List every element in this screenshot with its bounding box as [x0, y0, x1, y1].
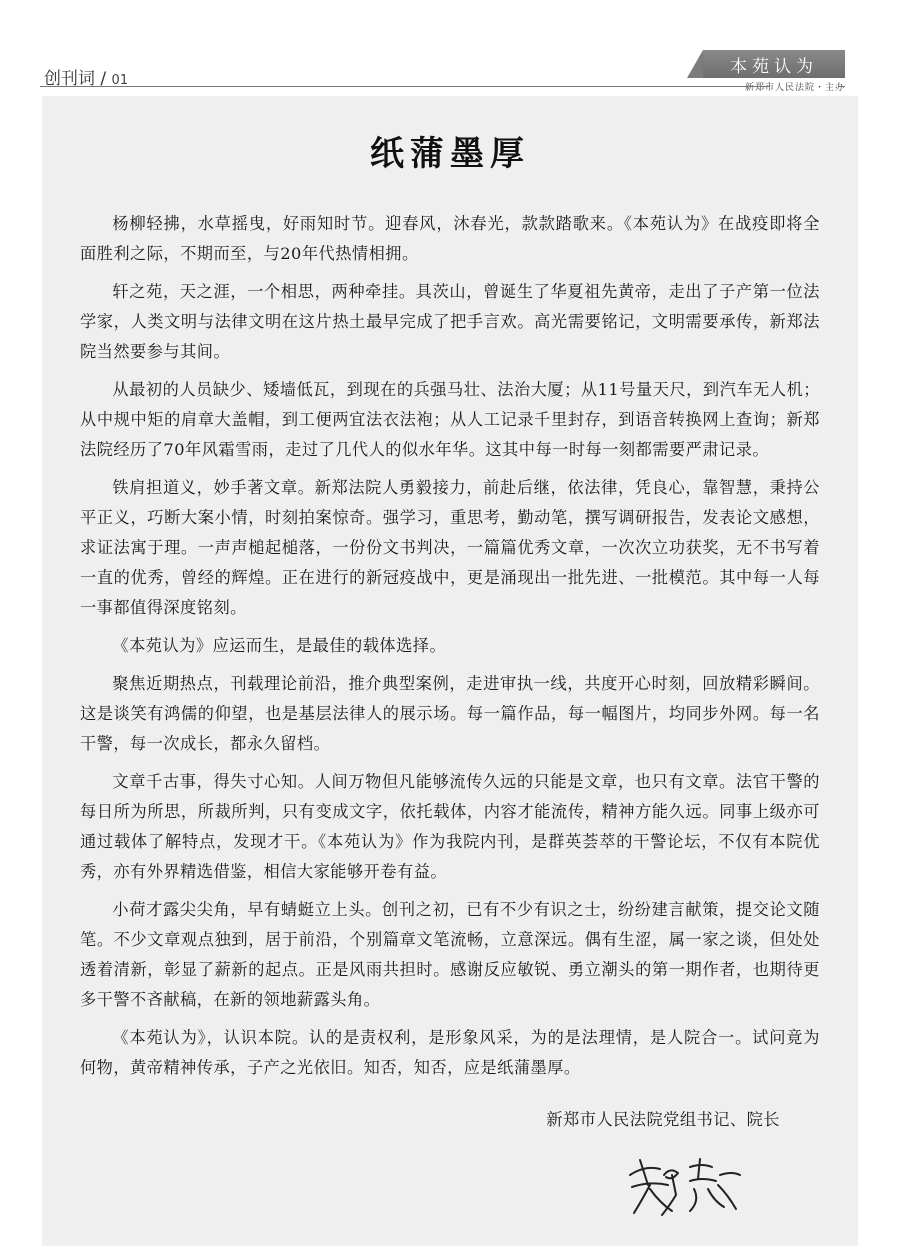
- paragraph: 轩之苑，天之涯，一个相思，两种牵挂。具茨山，曾诞生了华夏祖先黄帝，走出了子产第一位法学家，人类文明与法律文明在这片热土最早完成了把手言欢。高光需要铭记，文明需要承传，新郑法院当然要参与其间。: [80, 282, 820, 361]
- publisher-line: 新郑市人民法院・主办: [744, 83, 845, 93]
- header-rule-right: [838, 86, 845, 87]
- paragraph: 铁肩担道义，妙手著文章。新郑法院人勇毅接力，前赴后继，依法律，凭良心，靠智慧，秉持公平正义，巧断大案小情，时刻拍案惊奇。强学习，重思考，勤动笔，撰写调研报告，发表论文感想，求证法寓于理。一声声槌起槌落，一份份文书判决，一篇篇优秀文章，一次次立功获奖，无不书写着一直的优秀，曾经的辉煌。正在进行的新冠疫战中，更是涌现出一批先进、一批模范。其中每一人每一事都值得深度铭刻。: [80, 478, 820, 617]
- article-title: 纸蒲墨厚: [370, 134, 530, 174]
- signatory-title: 新郑市人民法院党组书记、院长: [546, 1110, 780, 1129]
- page-number: 01: [111, 73, 129, 88]
- paragraph: 聚焦近期热点，刊载理论前沿，推介典型案例，走进审执一线，共度开心时刻，回放精彩瞬间。这是谈笑有鸿儒的仰望，也是基层法律人的展示场。每一篇作品，每一幅图片，均同步外网。每一名干警，每一次成长，都永久留档。: [80, 674, 820, 753]
- article-body: [42, 96, 858, 1246]
- paragraph: 从最初的人员缺少、矮墙低瓦，到现在的兵强马壮、法治大厦；从11号量天尺，到汽车无人机；从中规中矩的肩章大盖帽，到工便两宜法衣法袍；从人工记录千里封存，到语音转换网上查询；新郑法院经历了70年风霜雪雨，走过了几代人的似水年华。这其中每一时每一刻都需要严肃记录。: [80, 380, 820, 459]
- paragraph: 文章千古事，得失寸心知。人间万物但凡能够流传久远的只能是文章，也只有文章。法官干警的每日所为所思，所裁所判，只有变成文字，依托载体，内容才能流传，精神方能久远。同事上级亦可通过载体了解特点，发现才干。《本苑认为》作为我院内刊，是群英荟萃的干警论坛，不仅有本院优秀，亦有外界精选借鉴，相信大家能够开卷有益。: [80, 772, 820, 881]
- journal-brand: 本苑认为: [703, 50, 845, 78]
- paragraph: 《本苑认为》，认识本院。认的是责权利，是形象风采，为的是法理情，是人院合一。试问竟为何物，黄帝精神传承，子产之光依旧。知否，知否，应是纸蒲墨厚。: [80, 1028, 820, 1077]
- handwritten-signature: [620, 1145, 750, 1225]
- paragraph: 杨柳轻拂，水草摇曳，好雨知时节。迎春风，沐春光，款款踏歌来。《本苑认为》在战疫即将全面胜利之际，不期而至，与20年代热情相拥。: [80, 214, 820, 263]
- paragraph: 《本苑认为》应运而生，是最佳的载体选择。: [112, 636, 447, 655]
- paragraph: 小荷才露尖尖角，早有蜻蜓立上头。创刊之初，已有不少有识之士，纷纷建言献策，提交论文随笔。不少文章观点独到，居于前沿，个别篇章文笔流畅，立意深远。偶有生涩，属一家之谈，但处处透着清新，彰显了薪新的起点。正是风雨共担时。感谢反应敏锐、勇立潮头的第一期作者，也期待更多干警不吝献稿，在新的领地薪露头角。: [80, 900, 820, 1009]
- header-rule: [40, 86, 770, 87]
- section-label-text: 创刊词 /: [44, 69, 107, 89]
